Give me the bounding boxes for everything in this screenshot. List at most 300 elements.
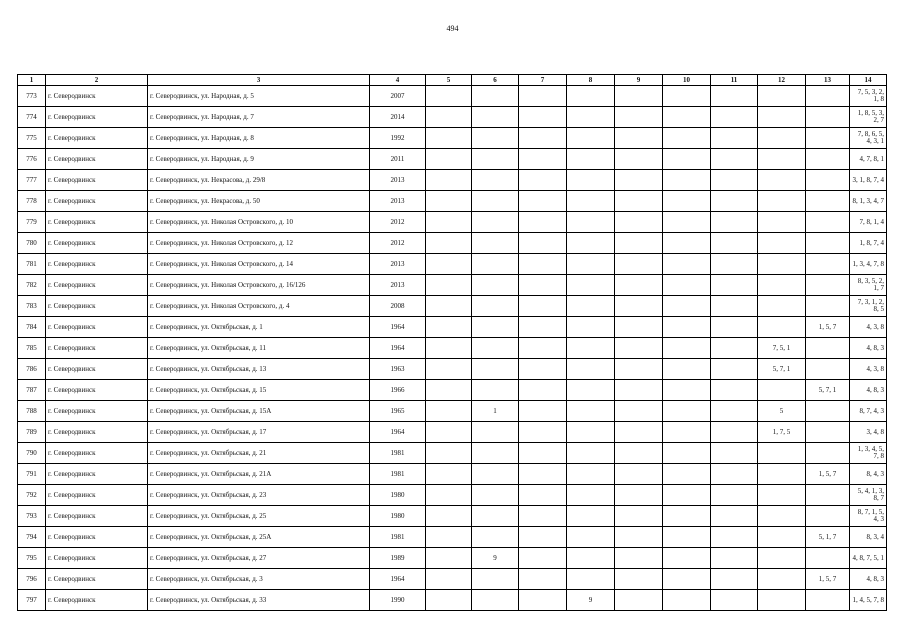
column-14-cell: 4, 8, 3 [850,569,887,590]
city-cell: г. Северодвинск [46,86,148,107]
address-cell: г. Северодвинск, ул. Николая Островского, д. 10 [148,212,370,233]
column-13-cell [806,422,850,443]
row-number-cell: 790 [18,443,46,464]
column-6-cell: 9 [472,548,519,569]
year-cell: 1964 [370,338,426,359]
year-cell: 1981 [370,443,426,464]
column-11-cell [711,443,758,464]
column-11-cell [711,233,758,254]
column-14-cell: 5, 4, 1, 3, 8, 7 [850,485,887,506]
address-cell: г. Северодвинск, ул. Николая Островского, д. 12 [148,233,370,254]
column-6-cell [472,464,519,485]
column-6-cell [472,569,519,590]
row-number-cell: 796 [18,569,46,590]
column-8-cell [567,527,615,548]
column-12-cell [758,569,806,590]
column-12-cell [758,506,806,527]
table-row [18,380,887,401]
column-10-cell [663,527,711,548]
column-9-cell [615,464,663,485]
column-11-cell [711,149,758,170]
column-9-cell [615,359,663,380]
column-9-cell [615,191,663,212]
year-cell: 2011 [370,149,426,170]
column-5-cell [426,107,472,128]
column-6-cell [472,485,519,506]
column-12-cell [758,590,806,611]
column-10-cell [663,380,711,401]
row-number-cell: 775 [18,128,46,149]
column-5-cell [426,485,472,506]
column-11-cell [711,380,758,401]
column-7-cell [519,590,567,611]
column-14-cell: 3, 1, 8, 7, 4 [850,170,887,191]
column-5-cell [426,422,472,443]
column-6-cell [472,149,519,170]
column-5-cell [426,464,472,485]
column-6-cell [472,422,519,443]
column-11-cell [711,359,758,380]
table-row [18,506,887,527]
column-13-cell: 5, 1, 7 [806,527,850,548]
column-11-cell [711,338,758,359]
column-7-cell [519,359,567,380]
year-cell: 1992 [370,128,426,149]
column-7-cell [519,212,567,233]
column-12-cell: 7, 5, 1 [758,338,806,359]
column-8-cell [567,380,615,401]
column-12-cell [758,443,806,464]
address-cell: г. Северодвинск, ул. Октябрьская, д. 25 [148,506,370,527]
column-10-cell [663,548,711,569]
year-cell: 2007 [370,86,426,107]
column-6-cell [472,170,519,191]
row-number-cell: 792 [18,485,46,506]
column-12-cell [758,527,806,548]
column-13-cell: 1, 5, 7 [806,464,850,485]
column-13-cell [806,548,850,569]
column-header-13: 13 [806,75,850,86]
column-14-cell: 7, 5, 3, 2, 1, 8 [850,86,887,107]
column-7-cell [519,149,567,170]
column-11-cell [711,548,758,569]
column-8-cell [567,254,615,275]
column-9-cell [615,401,663,422]
city-cell: г. Северодвинск [46,275,148,296]
column-9-cell [615,275,663,296]
column-11-cell [711,275,758,296]
year-cell: 2014 [370,107,426,128]
column-10-cell [663,401,711,422]
column-12-cell [758,212,806,233]
column-7-cell [519,338,567,359]
column-14-cell: 4, 8, 3 [850,380,887,401]
column-12-cell [758,128,806,149]
column-5-cell [426,443,472,464]
address-cell: г. Северодвинск, ул. Октябрьская, д. 17 [148,422,370,443]
column-14-cell: 4, 3, 8 [850,317,887,338]
column-12-cell [758,317,806,338]
column-8-cell [567,338,615,359]
column-12-cell [758,149,806,170]
column-14-cell: 7, 3, 1, 2, 8, 5 [850,296,887,317]
city-cell: г. Северодвинск [46,212,148,233]
column-9-cell [615,548,663,569]
column-5-cell [426,275,472,296]
column-6-cell [472,296,519,317]
address-cell: г. Северодвинск, ул. Николая Островского, д. 4 [148,296,370,317]
column-12-cell [758,296,806,317]
row-number-cell: 795 [18,548,46,569]
table-row [18,527,887,548]
column-8-cell [567,548,615,569]
column-10-cell [663,149,711,170]
row-number-cell: 777 [18,170,46,191]
column-5-cell [426,296,472,317]
column-9-cell [615,170,663,191]
column-6-cell [472,590,519,611]
row-number-cell: 787 [18,380,46,401]
column-9-cell [615,107,663,128]
column-13-cell [806,590,850,611]
column-10-cell [663,275,711,296]
column-8-cell [567,401,615,422]
column-8-cell [567,422,615,443]
column-8-cell [567,170,615,191]
column-14-cell: 7, 8, 1, 4 [850,212,887,233]
city-cell: г. Северодвинск [46,233,148,254]
column-13-cell [806,338,850,359]
column-header-4: 4 [370,75,426,86]
column-12-cell [758,485,806,506]
year-cell: 1964 [370,422,426,443]
table-row [18,590,887,611]
column-13-cell [806,401,850,422]
address-cell: г. Северодвинск, ул. Николая Островского, д. 14 [148,254,370,275]
address-cell: г. Северодвинск, ул. Некрасова, д. 50 [148,191,370,212]
column-12-cell [758,86,806,107]
column-14-cell: 3, 4, 8 [850,422,887,443]
column-10-cell [663,590,711,611]
column-12-cell [758,275,806,296]
column-10-cell [663,443,711,464]
column-6-cell [472,443,519,464]
column-header-6: 6 [472,75,519,86]
column-6-cell [472,359,519,380]
column-8-cell [567,317,615,338]
column-10-cell [663,170,711,191]
column-5-cell [426,569,472,590]
address-cell: г. Северодвинск, ул. Октябрьская, д. 33 [148,590,370,611]
column-14-cell: 1, 8, 7, 4 [850,233,887,254]
address-cell: г. Северодвинск, ул. Некрасова, д. 29/8 [148,170,370,191]
year-cell: 1981 [370,464,426,485]
column-8-cell [567,569,615,590]
column-6-cell [472,128,519,149]
table-row [18,149,887,170]
city-cell: г. Северодвинск [46,401,148,422]
column-6-cell [472,233,519,254]
page-number: 494 [446,24,459,33]
table-row [18,401,887,422]
column-9-cell [615,233,663,254]
year-cell: 2012 [370,212,426,233]
column-11-cell [711,170,758,191]
table-row [18,569,887,590]
row-number-cell: 788 [18,401,46,422]
column-8-cell [567,443,615,464]
column-8-cell [567,464,615,485]
city-cell: г. Северодвинск [46,380,148,401]
column-11-cell [711,401,758,422]
city-cell: г. Северодвинск [46,128,148,149]
column-11-cell [711,485,758,506]
row-number-cell: 797 [18,590,46,611]
table-row [18,191,887,212]
column-7-cell [519,548,567,569]
column-7-cell [519,569,567,590]
city-cell: г. Северодвинск [46,569,148,590]
column-5-cell [426,527,472,548]
column-8-cell [567,212,615,233]
column-14-cell: 7, 8, 6, 5, 4, 3, 1 [850,128,887,149]
column-header-10: 10 [663,75,711,86]
column-10-cell [663,359,711,380]
column-header-11: 11 [711,75,758,86]
table-row [18,254,887,275]
table-row [18,107,887,128]
column-14-cell: 1, 3, 4, 7, 8 [850,254,887,275]
address-cell: г. Северодвинск, ул. Народная, д. 8 [148,128,370,149]
column-5-cell [426,338,472,359]
row-number-cell: 783 [18,296,46,317]
table-row [18,443,887,464]
column-9-cell [615,569,663,590]
column-5-cell [426,128,472,149]
city-cell: г. Северодвинск [46,107,148,128]
column-7-cell [519,380,567,401]
city-cell: г. Северодвинск [46,485,148,506]
column-8-cell [567,107,615,128]
column-13-cell [806,233,850,254]
column-10-cell [663,254,711,275]
year-cell: 1965 [370,401,426,422]
column-6-cell [472,338,519,359]
column-7-cell [519,506,567,527]
address-cell: г. Северодвинск, ул. Николая Островского, д. 16/126 [148,275,370,296]
column-13-cell [806,296,850,317]
column-9-cell [615,443,663,464]
column-11-cell [711,191,758,212]
column-12-cell: 1, 7, 5 [758,422,806,443]
column-13-cell [806,86,850,107]
year-cell: 1989 [370,548,426,569]
column-header-9: 9 [615,75,663,86]
city-cell: г. Северодвинск [46,359,148,380]
column-6-cell [472,506,519,527]
column-9-cell [615,338,663,359]
column-10-cell [663,317,711,338]
table-row [18,212,887,233]
column-13-cell: 1, 5, 7 [806,569,850,590]
city-cell: г. Северодвинск [46,254,148,275]
column-10-cell [663,506,711,527]
column-header-14: 14 [850,75,887,86]
column-14-cell: 4, 8, 7, 5, 1 [850,548,887,569]
column-6-cell [472,212,519,233]
year-cell: 2013 [370,170,426,191]
column-5-cell [426,170,472,191]
column-10-cell [663,485,711,506]
column-5-cell [426,86,472,107]
column-5-cell [426,317,472,338]
year-cell: 2012 [370,233,426,254]
column-12-cell [758,380,806,401]
address-cell: г. Северодвинск, ул. Октябрьская, д. 25А [148,527,370,548]
column-7-cell [519,191,567,212]
registry-table [17,74,887,611]
column-5-cell [426,359,472,380]
column-13-cell [806,107,850,128]
column-11-cell [711,296,758,317]
column-11-cell [711,107,758,128]
city-cell: г. Северодвинск [46,506,148,527]
column-9-cell [615,485,663,506]
row-number-cell: 786 [18,359,46,380]
column-7-cell [519,275,567,296]
column-13-cell [806,485,850,506]
column-10-cell [663,296,711,317]
year-cell: 1990 [370,590,426,611]
address-cell: г. Северодвинск, ул. Октябрьская, д. 23 [148,485,370,506]
column-5-cell [426,191,472,212]
column-7-cell [519,254,567,275]
address-cell: г. Северодвинск, ул. Народная, д. 9 [148,149,370,170]
column-8-cell [567,233,615,254]
column-5-cell [426,254,472,275]
column-14-cell: 1, 8, 5, 3, 2, 7 [850,107,887,128]
address-cell: г. Северодвинск, ул. Народная, д. 7 [148,107,370,128]
address-cell: г. Северодвинск, ул. Октябрьская, д. 21 [148,443,370,464]
column-7-cell [519,296,567,317]
address-cell: г. Северодвинск, ул. Октябрьская, д. 27 [148,548,370,569]
column-10-cell [663,338,711,359]
row-number-cell: 794 [18,527,46,548]
city-cell: г. Северодвинск [46,191,148,212]
row-number-cell: 776 [18,149,46,170]
column-12-cell: 5 [758,401,806,422]
column-10-cell [663,212,711,233]
column-header-7: 7 [519,75,567,86]
column-11-cell [711,506,758,527]
row-number-cell: 791 [18,464,46,485]
column-14-cell: 8, 3, 4 [850,527,887,548]
column-6-cell [472,107,519,128]
column-6-cell [472,317,519,338]
column-14-cell: 8, 7, 1, 5, 4, 3 [850,506,887,527]
column-11-cell [711,590,758,611]
row-number-cell: 778 [18,191,46,212]
column-8-cell [567,128,615,149]
column-14-cell: 8, 4, 3 [850,464,887,485]
row-number-cell: 779 [18,212,46,233]
column-13-cell [806,191,850,212]
column-9-cell [615,590,663,611]
city-cell: г. Северодвинск [46,548,148,569]
column-14-cell: 8, 7, 4, 3 [850,401,887,422]
city-cell: г. Северодвинск [46,149,148,170]
column-5-cell [426,212,472,233]
column-10-cell [663,233,711,254]
row-number-cell: 782 [18,275,46,296]
column-10-cell [663,569,711,590]
column-9-cell [615,317,663,338]
column-13-cell [806,359,850,380]
address-cell: г. Северодвинск, ул. Октябрьская, д. 13 [148,359,370,380]
column-9-cell [615,149,663,170]
year-cell: 1964 [370,569,426,590]
column-7-cell [519,128,567,149]
year-cell: 1980 [370,506,426,527]
column-11-cell [711,317,758,338]
table-row [18,233,887,254]
column-14-cell: 4, 7, 8, 1 [850,149,887,170]
address-cell: г. Северодвинск, ул. Октябрьская, д. 3 [148,569,370,590]
row-number-cell: 773 [18,86,46,107]
year-cell: 2013 [370,275,426,296]
address-cell: г. Северодвинск, ул. Октябрьская, д. 11 [148,338,370,359]
column-13-cell: 5, 7, 1 [806,380,850,401]
column-14-cell: 8, 3, 5, 2, 1, 7 [850,275,887,296]
column-7-cell [519,107,567,128]
column-14-cell: 4, 8, 3 [850,338,887,359]
column-11-cell [711,254,758,275]
table-row [18,296,887,317]
column-13-cell [806,254,850,275]
row-number-cell: 785 [18,338,46,359]
column-12-cell [758,548,806,569]
table-row [18,317,887,338]
year-cell: 2013 [370,191,426,212]
column-11-cell [711,527,758,548]
year-cell: 1963 [370,359,426,380]
column-12-cell: 5, 7, 1 [758,359,806,380]
column-10-cell [663,86,711,107]
column-6-cell [472,254,519,275]
column-7-cell [519,401,567,422]
column-header-3: 3 [148,75,370,86]
table-row [18,275,887,296]
city-cell: г. Северодвинск [46,464,148,485]
column-7-cell [519,170,567,191]
column-9-cell [615,86,663,107]
column-10-cell [663,107,711,128]
column-12-cell [758,254,806,275]
column-9-cell [615,254,663,275]
year-cell: 1964 [370,317,426,338]
column-11-cell [711,128,758,149]
column-7-cell [519,317,567,338]
column-13-cell [806,212,850,233]
column-7-cell [519,485,567,506]
city-cell: г. Северодвинск [46,590,148,611]
column-10-cell [663,191,711,212]
column-header-2: 2 [46,75,148,86]
city-cell: г. Северодвинск [46,170,148,191]
address-cell: г. Северодвинск, ул. Октябрьская, д. 1 [148,317,370,338]
column-5-cell [426,590,472,611]
column-7-cell [519,527,567,548]
